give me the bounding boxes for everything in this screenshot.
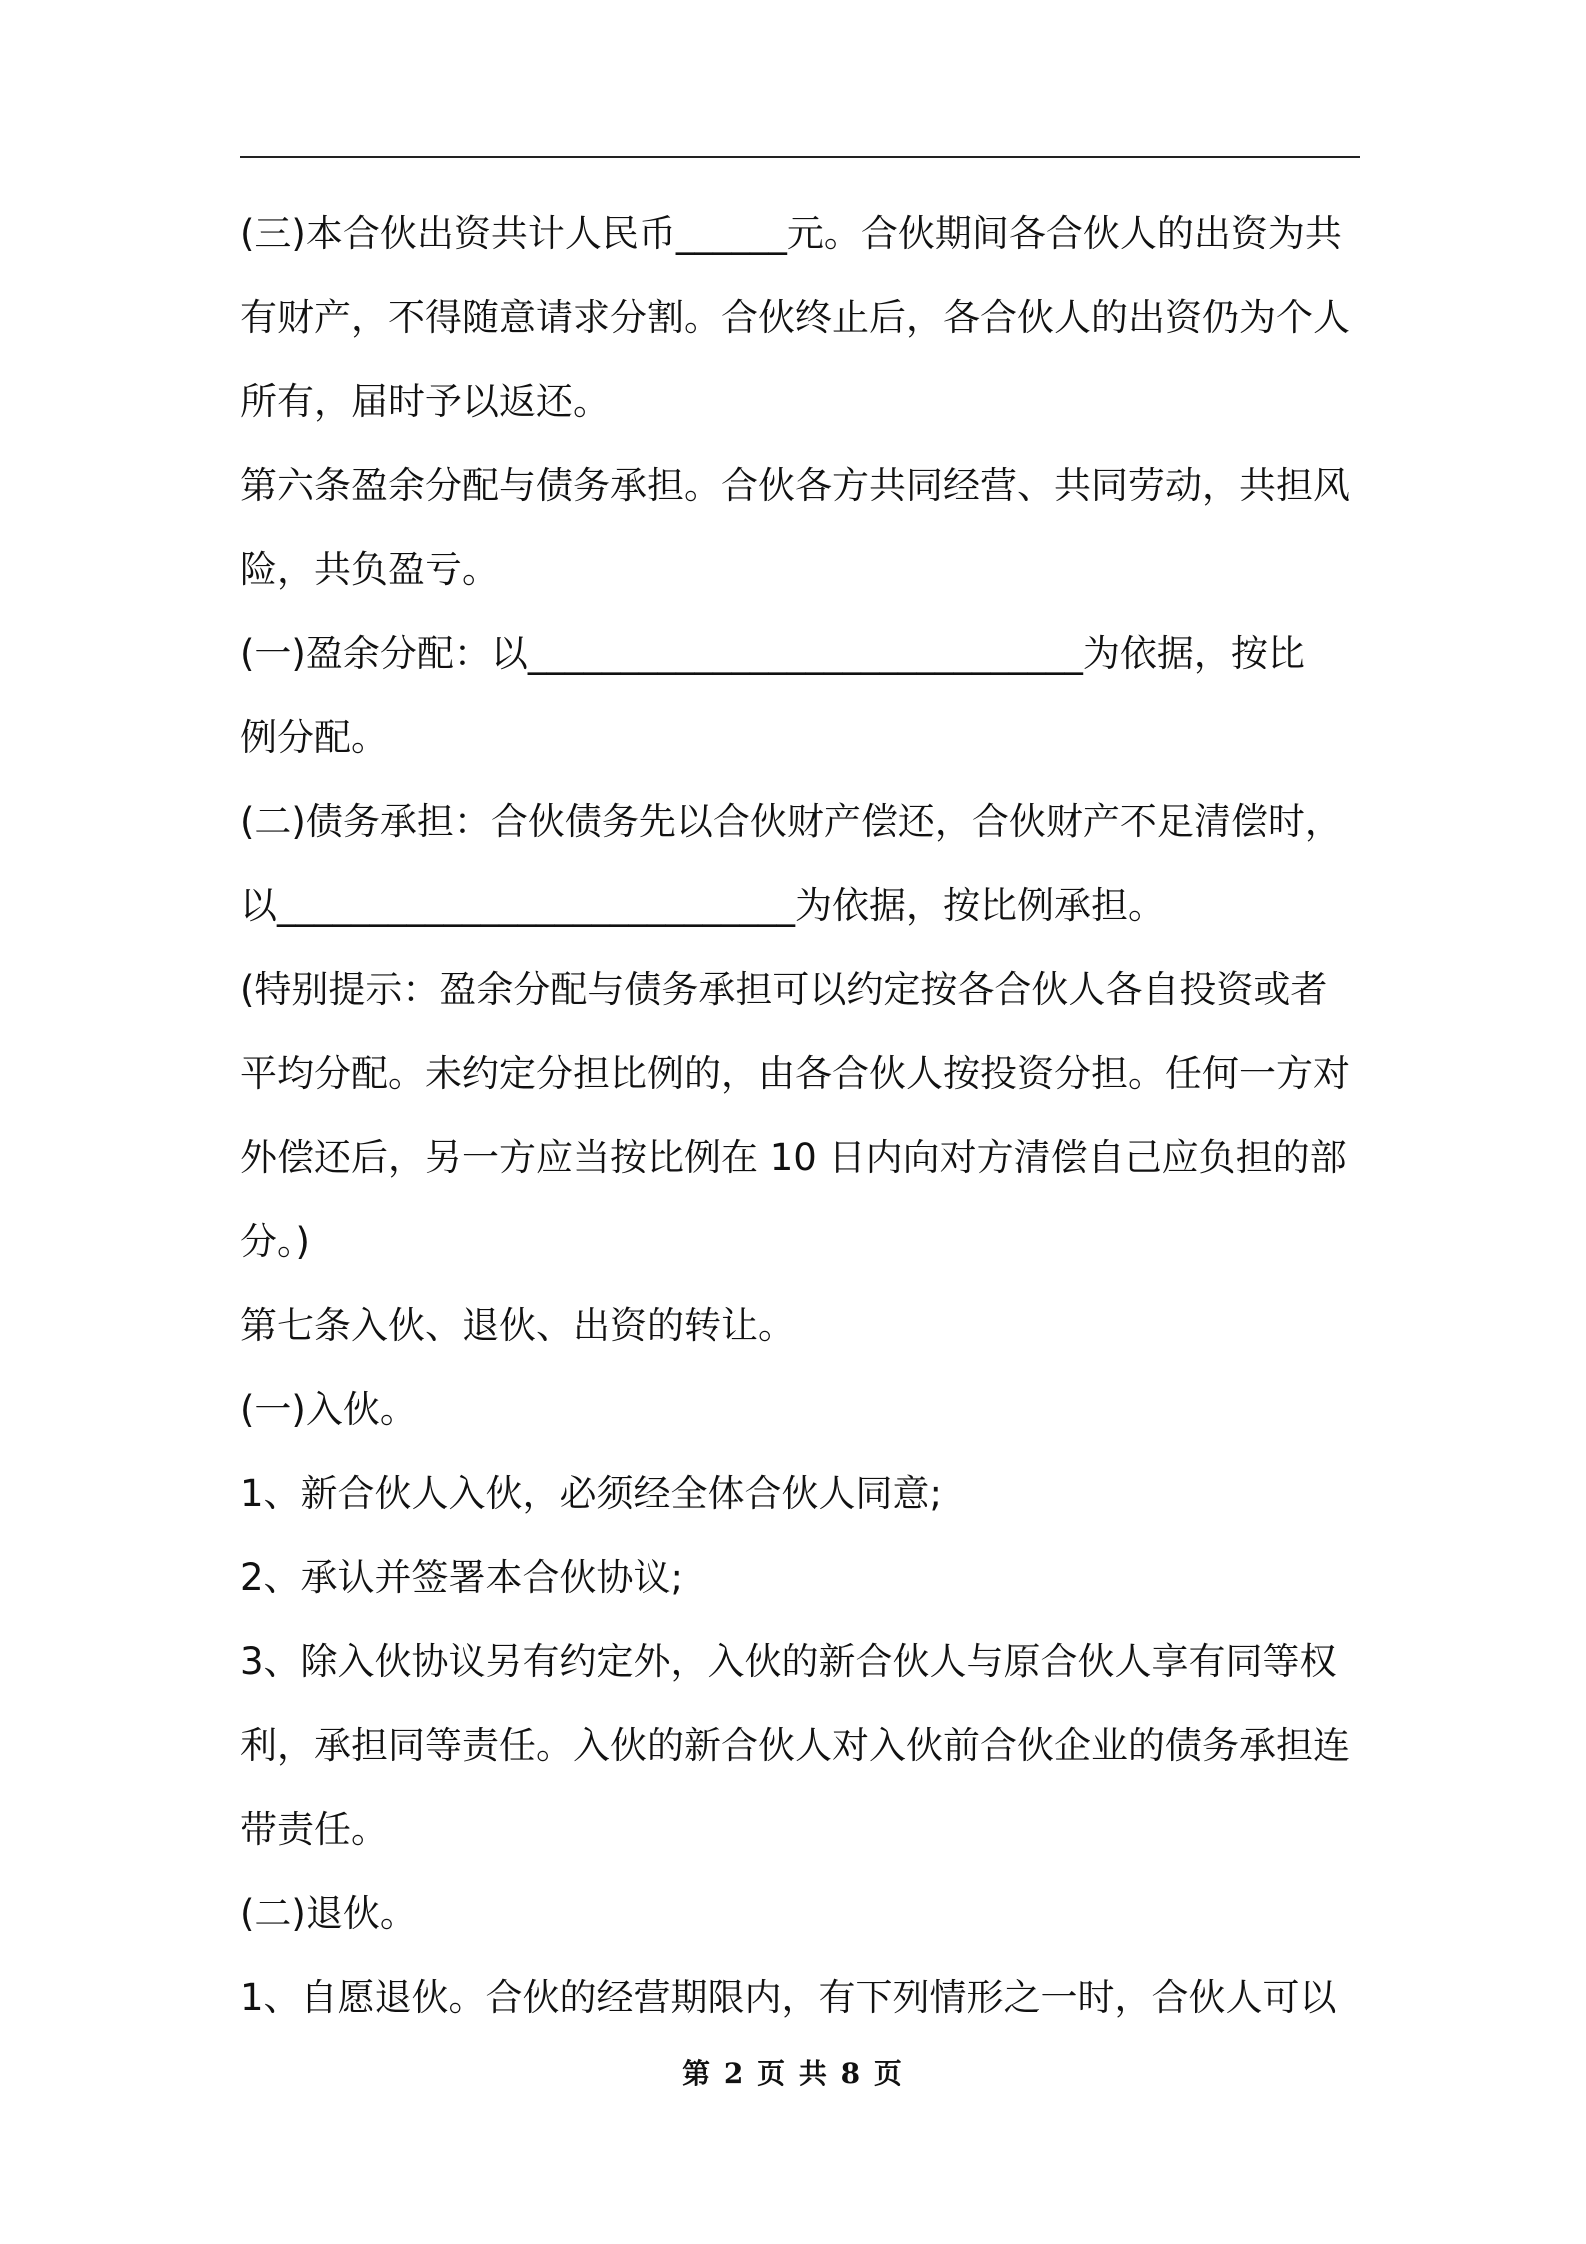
header-divider xyxy=(240,156,1360,158)
text-line: (二)退伙。 xyxy=(240,1892,417,1935)
text-line: 险，共负盈亏。 xyxy=(240,548,499,591)
text-line: 3、除入伙协议另有约定外，入伙的新合伙人与原合伙人享有同等权 xyxy=(240,1640,1337,1683)
text-line: 例分配。 xyxy=(240,716,388,759)
text-line: (三)本合伙出资共计人民币______元。合伙期间各合伙人的出资为共 xyxy=(240,212,1342,255)
text-line: (一)盈余分配：以______________________________为依据，按比 xyxy=(240,632,1305,675)
text-line: 1、自愿退伙。合伙的经营期限内，有下列情形之一时，合伙人可以 xyxy=(240,1976,1337,2019)
text-line: 有财产，不得随意请求分割。合伙终止后，各合伙人的出资仍为个人 xyxy=(240,296,1350,339)
text-line: 所有，届时予以返还。 xyxy=(240,380,610,423)
text-line: 2、承认并签署本合伙协议; xyxy=(240,1556,684,1599)
text-line: 分。) xyxy=(240,1220,310,1263)
text-line: (一)入伙。 xyxy=(240,1388,417,1431)
text-line: 第六条盈余分配与债务承担。合伙各方共同经营、共同劳动，共担风 xyxy=(240,464,1350,507)
text-line: 外偿还后，另一方应当按比例在 10 日内向对方清偿自己应负担的部 xyxy=(240,1136,1347,1179)
text-line: (二)债务承担：合伙债务先以合伙财产偿还，合伙财产不足清偿时， xyxy=(240,800,1342,843)
text-line: 以____________________________为依据，按比例承担。 xyxy=(240,884,1165,927)
text-line: 带责任。 xyxy=(240,1808,388,1851)
document-body xyxy=(240,192,1360,2040)
text-line: 平均分配。未约定分担比例的，由各合伙人按投资分担。任何一方对 xyxy=(240,1052,1350,1095)
text-line: (特别提示：盈余分配与债务承担可以约定按各合伙人各自投资或者 xyxy=(240,968,1328,1011)
text-line: 1、新合伙人入伙，必须经全体合伙人同意; xyxy=(240,1472,943,1515)
text-line: 利，承担同等责任。入伙的新合伙人对入伙前合伙企业的债务承担连 xyxy=(240,1724,1350,1767)
text-line: 第七条入伙、退伙、出资的转让。 xyxy=(240,1304,795,1347)
page-number: 第 2 页 共 8 页 xyxy=(682,2057,904,2090)
